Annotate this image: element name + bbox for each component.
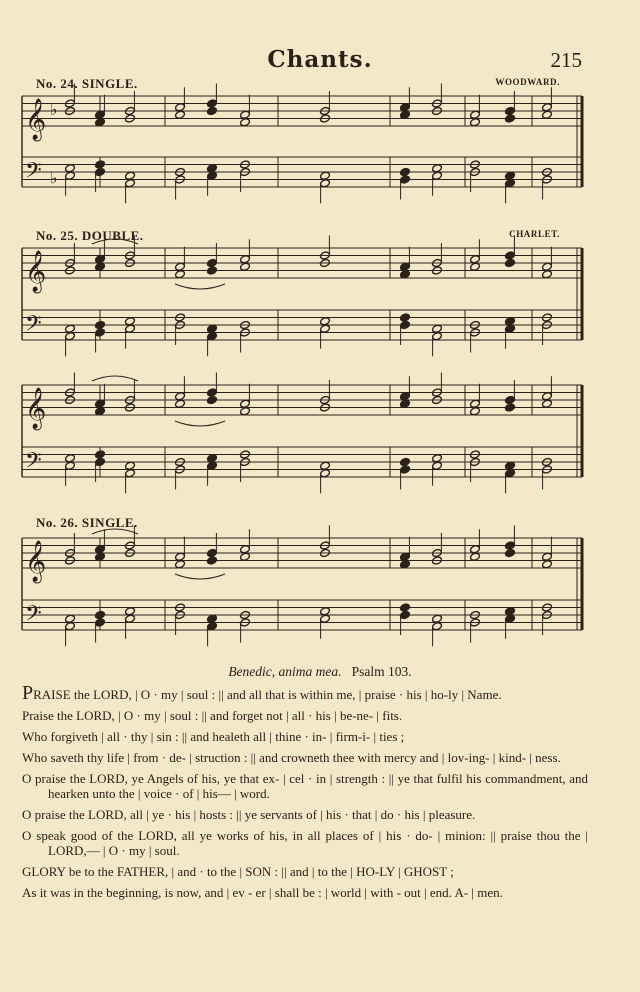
slur-icon — [92, 239, 138, 244]
quarter-note-icon — [505, 324, 516, 333]
quarter-note-icon — [95, 399, 106, 408]
quarter-note-icon — [505, 114, 516, 123]
quarter-note-icon — [505, 106, 516, 115]
psalm-latin-title: Benedic, anima mea. — [228, 664, 342, 679]
verse: O praise the LORD, ye Angels of his, ye that ex- | cel · in | strength : || ye that fulfil his commandment, and hearken unto the | voice · of | his— | word. — [22, 771, 588, 801]
half-note-icon — [240, 399, 251, 408]
quarter-note-icon — [400, 610, 411, 619]
quarter-note-icon — [95, 457, 106, 466]
half-note-icon — [175, 110, 186, 119]
quarter-note-icon — [95, 450, 106, 459]
half-note-icon — [320, 607, 331, 616]
half-note-icon — [175, 399, 186, 408]
quarter-note-icon — [207, 266, 218, 275]
half-note-icon — [175, 560, 186, 569]
bass-clef-icon: 𝄢 — [25, 158, 42, 189]
half-note-icon — [542, 560, 553, 569]
quarter-note-icon — [505, 171, 516, 180]
quarter-note-icon — [400, 313, 411, 322]
half-note-icon — [432, 461, 443, 470]
quarter-note-icon — [207, 106, 218, 115]
half-note-icon — [65, 324, 76, 333]
chant-label: No. 25. DOUBLE. — [36, 228, 144, 243]
quarter-note-icon — [207, 614, 218, 623]
psalm-reference: Psalm 103. — [351, 664, 412, 679]
flat-sign: ♭ — [50, 168, 58, 188]
half-note-icon — [470, 262, 481, 271]
quarter-note-icon — [95, 118, 106, 127]
slur-icon — [175, 284, 225, 289]
quarter-note-icon — [400, 103, 411, 112]
quarter-note-icon — [207, 258, 218, 267]
quarter-note-icon — [400, 110, 411, 119]
bass-clef-icon: 𝄢 — [25, 311, 42, 342]
half-note-icon — [175, 552, 186, 561]
half-note-icon — [542, 270, 553, 279]
quarter-note-icon — [207, 548, 218, 557]
quarter-note-icon — [207, 622, 218, 631]
psalm-text — [22, 682, 588, 906]
half-note-icon — [125, 179, 136, 188]
quarter-note-icon — [400, 392, 411, 401]
quarter-note-icon — [505, 469, 516, 478]
half-note-icon — [125, 607, 136, 616]
half-note-icon — [470, 110, 481, 119]
half-note-icon — [432, 171, 443, 180]
quarter-note-icon — [400, 175, 411, 184]
half-note-icon — [240, 407, 251, 416]
half-note-icon — [125, 317, 136, 326]
quarter-note-icon — [95, 110, 106, 119]
half-note-icon — [65, 454, 76, 463]
psalm-title — [0, 664, 640, 680]
quarter-note-icon — [207, 388, 218, 397]
quarter-note-icon — [207, 171, 218, 180]
slur-icon — [175, 421, 225, 426]
half-note-icon — [65, 614, 76, 623]
verse: GLORY be to the FATHER, | and · to the | SON : || and | to the | HO-LY | GHOST ; — [22, 864, 454, 879]
quarter-note-icon — [95, 320, 106, 329]
half-note-icon — [175, 262, 186, 271]
chant-label: No. 24. SINGLE. — [36, 76, 138, 91]
quarter-note-icon — [207, 454, 218, 463]
quarter-note-icon — [505, 461, 516, 470]
quarter-note-icon — [505, 395, 516, 404]
quarter-note-icon — [400, 560, 411, 569]
half-note-icon — [65, 332, 76, 341]
quarter-note-icon — [505, 251, 516, 260]
chant-label: No. 26. SINGLE. — [36, 515, 138, 530]
quarter-note-icon — [207, 324, 218, 333]
quarter-note-icon — [400, 167, 411, 176]
quarter-note-icon — [207, 332, 218, 341]
quarter-note-icon — [207, 395, 218, 404]
quarter-note-icon — [95, 255, 106, 264]
verse: Who forgiveth | all · thy | sin : || and healeth all | thine · in- | firm-i- | ties ; — [22, 729, 405, 744]
quarter-note-icon — [505, 179, 516, 188]
composer-name: WOODWARD. — [495, 77, 560, 87]
half-note-icon — [175, 103, 186, 112]
treble-clef-icon: 𝄞 — [25, 251, 47, 292]
quarter-note-icon — [207, 99, 218, 108]
half-note-icon — [432, 454, 443, 463]
half-note-icon — [470, 255, 481, 264]
verse: Who saveth thy life | from · de- | struction : || and crowneth thee with mercy and | lov-ing- | kind- | ness. — [22, 750, 561, 765]
half-note-icon — [240, 552, 251, 561]
half-note-icon — [470, 399, 481, 408]
half-note-icon — [470, 552, 481, 561]
half-note-icon — [542, 552, 553, 561]
half-note-icon — [125, 461, 136, 470]
quarter-note-icon — [505, 258, 516, 267]
half-note-icon — [65, 622, 76, 631]
quarter-note-icon — [400, 603, 411, 612]
quarter-note-icon — [207, 461, 218, 470]
quarter-note-icon — [400, 457, 411, 466]
slur-icon — [175, 574, 225, 579]
quarter-note-icon — [95, 545, 106, 554]
quarter-note-icon — [505, 614, 516, 623]
quarter-note-icon — [95, 618, 106, 627]
half-note-icon — [432, 332, 443, 341]
half-note-icon — [542, 110, 553, 119]
half-note-icon — [125, 469, 136, 478]
half-note-icon — [470, 545, 481, 554]
half-note-icon — [125, 171, 136, 180]
quarter-note-icon — [400, 270, 411, 279]
quarter-note-icon — [95, 407, 106, 416]
quarter-note-icon — [95, 328, 106, 337]
half-note-icon — [432, 614, 443, 623]
bass-clef-icon: 𝄢 — [25, 448, 42, 479]
quarter-note-icon — [95, 552, 106, 561]
half-note-icon — [175, 270, 186, 279]
treble-clef-icon: 𝄞 — [25, 388, 47, 429]
quarter-note-icon — [505, 548, 516, 557]
quarter-note-icon — [95, 160, 106, 169]
half-note-icon — [542, 103, 553, 112]
running-title: Chants. — [267, 46, 373, 73]
quarter-note-icon — [505, 607, 516, 616]
half-note-icon — [432, 324, 443, 333]
half-note-icon — [542, 399, 553, 408]
half-note-icon — [240, 545, 251, 554]
bass-clef-icon: 𝄢 — [25, 601, 42, 632]
quarter-note-icon — [400, 465, 411, 474]
half-note-icon — [320, 614, 331, 623]
half-note-icon — [65, 164, 76, 173]
half-note-icon — [542, 392, 553, 401]
half-note-icon — [125, 324, 136, 333]
quarter-note-icon — [505, 541, 516, 550]
quarter-note-icon — [95, 610, 106, 619]
flat-sign: ♭ — [50, 100, 58, 119]
quarter-note-icon — [400, 399, 411, 408]
verse: Praise the LORD, | O · my | soul : || and forget not | all · his | be-ne- | fits. — [22, 708, 403, 723]
slur-icon — [92, 529, 138, 534]
verse: PRAISE the LORD, | O · my | soul : || and all that is within me, | praise · his | ho-ly | Name. — [22, 682, 502, 704]
half-note-icon — [470, 407, 481, 416]
quarter-note-icon — [400, 262, 411, 271]
verse: As it was in the beginning, is now, and | ev - er | shall be : | world | with - out | end. A- | men. — [22, 885, 503, 900]
verse: O praise the LORD, all | ye · his | hosts : || ye servants of | his · that | do · his | pleasure. — [22, 807, 476, 822]
half-note-icon — [65, 171, 76, 180]
half-note-icon — [240, 255, 251, 264]
quarter-note-icon — [207, 164, 218, 173]
half-note-icon — [320, 179, 331, 188]
half-note-icon — [432, 164, 443, 173]
half-note-icon — [240, 262, 251, 271]
treble-clef-icon: 𝄞 — [25, 99, 47, 140]
quarter-note-icon — [95, 262, 106, 271]
half-note-icon — [320, 171, 331, 180]
quarter-note-icon — [95, 167, 106, 176]
quarter-note-icon — [400, 320, 411, 329]
half-note-icon — [432, 622, 443, 631]
half-note-icon — [320, 317, 331, 326]
quarter-note-icon — [505, 317, 516, 326]
half-note-icon — [65, 461, 76, 470]
half-note-icon — [175, 392, 186, 401]
page-number: 215 — [550, 48, 582, 72]
treble-clef-icon: 𝄞 — [25, 541, 47, 582]
half-note-icon — [542, 262, 553, 271]
verse: O speak good of the LORD, all ye works of his, in all places of | his · do- | minion: || praise thou the | LORD,— | O · my | soul. — [22, 828, 588, 858]
half-note-icon — [320, 469, 331, 478]
half-note-icon — [240, 118, 251, 127]
half-note-icon — [240, 110, 251, 119]
half-note-icon — [470, 118, 481, 127]
half-note-icon — [125, 614, 136, 623]
composer-name: CHARLET. — [509, 229, 560, 239]
quarter-note-icon — [505, 403, 516, 412]
half-note-icon — [320, 461, 331, 470]
quarter-note-icon — [400, 552, 411, 561]
half-note-icon — [320, 324, 331, 333]
quarter-note-icon — [207, 556, 218, 565]
slur-icon — [92, 376, 138, 381]
